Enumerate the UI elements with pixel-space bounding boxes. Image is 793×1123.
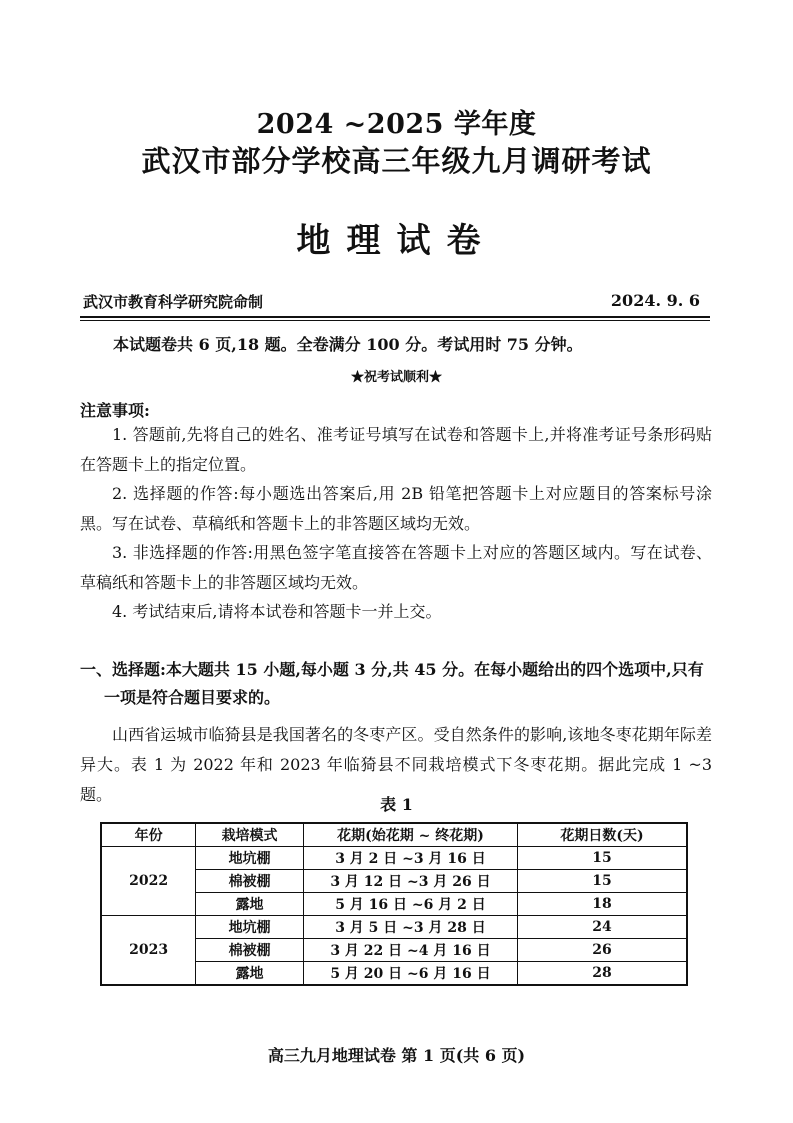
exam-year-title: 2024 ~2025 学年度 [256, 109, 537, 140]
table-row [101, 916, 687, 939]
mode-cell: 棉被棚 [196, 870, 304, 893]
table-header-cell: 花期(始花期 ~ 终花期) [303, 823, 517, 847]
section-heading-line2: 一项是符合题目要求的。 [104, 688, 281, 707]
exam-date: 2024. 9. 6 [610, 291, 700, 310]
notice-item: 1. 答题前,先将自己的姓名、准考证号填写在试卷和答题卡上,并将准考证号条形码贴在答题卡上的指定位置。 [80, 425, 712, 474]
page-footer: 高三九月地理试卷 第 1 页(共 6 页) [267, 1046, 526, 1065]
table-header-cell: 年份 [101, 823, 196, 847]
question-intro: 山西省运城市临猗县是我国著名的冬枣产区。受自然条件的影响,该地冬枣花期年际差异大。表 1 为 2022 年和 2023 年临猗县不同栽培模式下冬枣花期。据此完成 1 ~3 题。 [80, 725, 712, 804]
year-cell: 2023 [101, 916, 196, 986]
days-cell: 18 [518, 893, 687, 916]
issuer-label: 武汉市教育科学研究院命制 [83, 293, 264, 311]
header-rule-thick [80, 316, 710, 318]
mode-cell: 露地 [196, 893, 304, 916]
mode-cell: 地坑棚 [196, 847, 304, 870]
table-caption: 表 1 [380, 795, 413, 814]
days-cell: 28 [518, 962, 687, 986]
mode-cell: 露地 [196, 962, 304, 986]
days-cell: 26 [518, 939, 687, 962]
notice-item: 2. 选择题的作答:每小题选出答案后,用 2B 铅笔把答题卡上对应题目的答案标号涂黑。写在试卷、草稿纸和答题卡上的非答题区域均无效。 [80, 484, 712, 533]
period-cell: 3 月 2 日 ~3 月 16 日 [303, 847, 517, 870]
section-heading [80, 656, 720, 712]
table-header-row [101, 823, 687, 847]
table-header-cell: 花期日数(天) [518, 823, 687, 847]
period-cell: 3 月 12 日 ~3 月 26 日 [303, 870, 517, 893]
section-heading-line1: 一、选择题:本大题共 15 小题,每小题 3 分,共 45 分。在每小题给出的四个选项中,只有 [80, 660, 704, 679]
notice-heading: 注意事项: [80, 401, 150, 420]
period-cell: 5 月 16 日 ~6 月 2 日 [303, 893, 517, 916]
exam-name-title: 武汉市部分学校高三年级九月调研考试 [141, 144, 652, 178]
period-cell: 3 月 5 日 ~3 月 28 日 [303, 916, 517, 939]
mode-cell: 地坑棚 [196, 916, 304, 939]
days-cell: 24 [518, 916, 687, 939]
flowering-table [100, 822, 688, 986]
blessing-line: ★祝考试顺利★ [350, 370, 442, 385]
mode-cell: 棉被棚 [196, 939, 304, 962]
period-cell: 3 月 22 日 ~4 月 16 日 [303, 939, 517, 962]
exam-summary: 本试题卷共 6 页,18 题。全卷满分 100 分。考试用时 75 分钟。 [113, 335, 583, 354]
notice-item: 4. 考试结束后,请将本试卷和答题卡一并上交。 [112, 602, 442, 621]
days-cell: 15 [518, 847, 687, 870]
subject-title: 地理试卷 [296, 221, 497, 261]
table-header-cell: 栽培模式 [196, 823, 304, 847]
notice-item: 3. 非选择题的作答:用黑色签字笔直接答在答题卡上对应的答题区域内。写在试卷、草稿纸和答题卡上的非答题区域均无效。 [80, 543, 712, 592]
days-cell: 15 [518, 870, 687, 893]
header-rule-thin [80, 320, 710, 321]
table-row [101, 847, 687, 870]
year-cell: 2022 [101, 847, 196, 916]
period-cell: 5 月 20 日 ~6 月 16 日 [303, 962, 517, 986]
